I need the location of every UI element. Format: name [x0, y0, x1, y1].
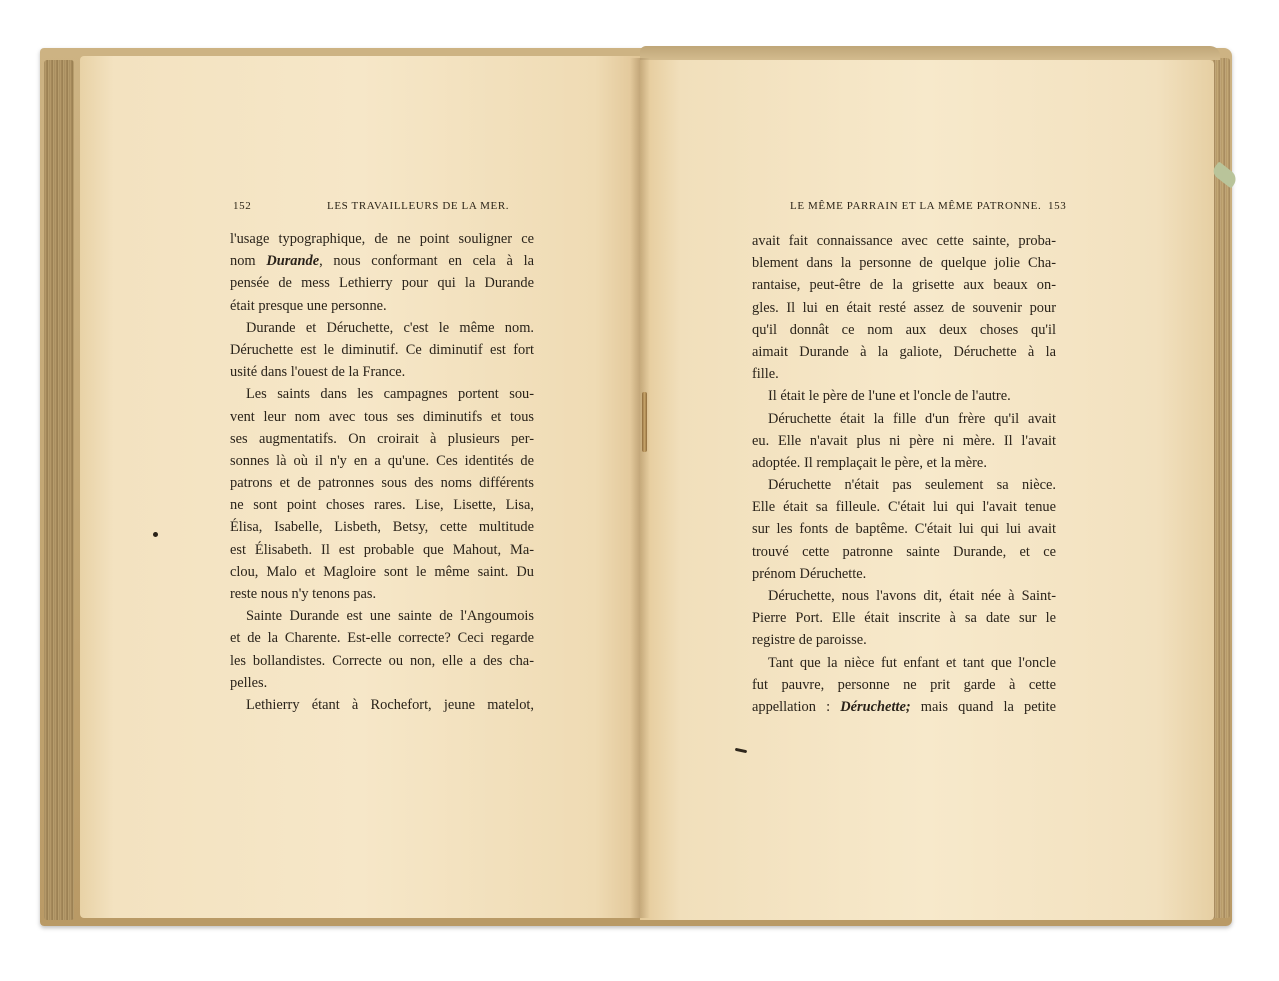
- text-line: [752, 341, 1056, 363]
- line-text: pensée de mess Lethierry pour qui la Durande: [230, 275, 534, 292]
- left-running-title: LES TRAVAILLEURS DE LA MER.: [327, 200, 510, 212]
- line-text: trouvé cette patronne sainte Durande, et ce: [752, 543, 1056, 560]
- text-line: [752, 518, 1056, 540]
- line-text: qu'il donnât ce nom aux deux choses qu'il: [752, 321, 1056, 338]
- line-text: fut pauvre, personne ne prit garde à cette: [752, 676, 1056, 693]
- line-text: appellation :: [752, 698, 841, 715]
- line-text: patrons et de patronnes sous des noms différents: [230, 475, 534, 492]
- line-text: Déruchette était la fille d'un frère qu'il avait: [768, 410, 1056, 427]
- text-line: [230, 494, 534, 516]
- text-line: [752, 474, 1056, 496]
- italic-word: Déruchette;: [840, 698, 911, 715]
- line-text: les bollandistes. Correcte ou non, elle a des cha-: [230, 652, 534, 669]
- left-page-number: 152: [233, 200, 252, 212]
- text-line: [230, 406, 534, 428]
- line-text: ne sont point choses rares. Lise, Lisette, Lisa,: [230, 497, 534, 514]
- text-line: [752, 674, 1056, 696]
- text-line: [752, 230, 1056, 252]
- text-line: [752, 629, 1056, 651]
- text-line: [230, 428, 534, 450]
- line-text: sur les fonts de baptême. C'était lui qui lui avait: [752, 521, 1056, 538]
- text-line: [230, 339, 534, 361]
- line-text: registre de paroisse.: [752, 632, 867, 649]
- right-running-title: LE MÊME PARRAIN ET LA MÊME PATRONNE.: [790, 200, 1042, 212]
- text-line: [230, 516, 534, 538]
- line-text: eu. Elle n'avait plus ni père ni mère. Il l'avait: [752, 432, 1056, 449]
- text-line: [752, 274, 1056, 296]
- text-line: [230, 272, 534, 294]
- right-page-text: [752, 230, 1056, 718]
- text-line: [752, 385, 1056, 407]
- text-line: [752, 430, 1056, 452]
- text-line: [230, 605, 534, 627]
- text-line: [230, 627, 534, 649]
- line-text: Elle était sa filleule. C'était lui qui l'avait tenue: [752, 499, 1056, 516]
- line-text: Tant que la nièce fut enfant et tant que l'oncle: [768, 654, 1056, 671]
- text-line: [752, 652, 1056, 674]
- text-line: [752, 541, 1056, 563]
- text-line: [230, 383, 534, 405]
- text-line: [230, 583, 534, 605]
- text-line: [752, 696, 1056, 718]
- line-text: Sainte Durande est une sainte de l'Angoumois: [246, 608, 534, 625]
- line-text: clou, Malo et Magloire sont le même saint. Du: [230, 563, 534, 580]
- line-text: Durande et Déruchette, c'est le même nom.: [246, 319, 534, 336]
- text-line: [752, 363, 1056, 385]
- text-line: [230, 361, 534, 383]
- text-line: [752, 252, 1056, 274]
- line-text: rantaise, peut-être de la grisette aux beaux on-: [752, 277, 1056, 294]
- line-text: usité dans l'ouest de la France.: [230, 364, 406, 381]
- line-text: Élisa, Isabelle, Lisbeth, Betsy, cette multitude: [230, 519, 534, 536]
- line-text: fille.: [752, 366, 779, 383]
- text-line: [752, 496, 1056, 518]
- line-text: Déruchette n'était pas seulement sa nièce.: [768, 477, 1056, 494]
- line-text: reste nous n'y tenons pas.: [230, 586, 377, 602]
- text-line: [230, 250, 534, 272]
- line-text: prénom Déruchette.: [752, 565, 867, 582]
- italic-word: Durande: [266, 253, 320, 270]
- text-line: [752, 319, 1056, 341]
- text-line: [752, 297, 1056, 319]
- line-text: avait fait connaissance avec cette sainte, proba-: [752, 233, 1056, 249]
- line-text-after: mais quand la petite: [910, 698, 1056, 715]
- line-text: Il était le père de l'une et l'oncle de l'autre.: [768, 388, 1011, 405]
- right-page-number: 153: [1048, 200, 1067, 212]
- text-line: [230, 450, 534, 472]
- line-text: l'usage typographique, de ne point souligner ce: [230, 231, 534, 247]
- line-text: sonnes là où il n'y en a qu'une. Ces identités de: [230, 452, 534, 469]
- line-text: et de la Charente. Est-elle correcte? Ceci regarde: [230, 630, 534, 647]
- ink-spot: [153, 532, 158, 537]
- text-line: [230, 317, 534, 339]
- line-text: nom: [230, 253, 267, 270]
- text-line: [230, 672, 534, 694]
- line-text: vent leur nom avec tous ses diminutifs et tous: [230, 408, 534, 425]
- binding-stitch: [642, 392, 647, 452]
- line-text: Déruchette est le diminutif. Ce diminutif est fort: [230, 341, 534, 358]
- line-text: est Élisabeth. Il est probable que Mahout, Ma-: [230, 541, 534, 558]
- line-text: Pierre Port. Elle était inscrite à sa date sur le: [752, 610, 1056, 627]
- text-line: [752, 452, 1056, 474]
- text-line: [230, 694, 534, 716]
- line-text: gles. Il lui en était resté assez de souvenir pour: [752, 299, 1056, 316]
- line-text: Lethierry étant à Rochefort, jeune matelot,: [246, 696, 534, 713]
- line-text: Les saints dans les campagnes portent sou-: [246, 386, 534, 403]
- top-page-edges: [640, 46, 1220, 60]
- text-line: [230, 539, 534, 561]
- text-line: [230, 228, 534, 250]
- line-text: était presque une personne.: [230, 297, 387, 314]
- text-line: [230, 295, 534, 317]
- line-text: adoptée. Il remplaçait le père, et la mère.: [752, 454, 987, 471]
- text-line: [752, 607, 1056, 629]
- text-line: [752, 563, 1056, 585]
- line-text: ses augmentatifs. On croirait à plusieurs per-: [230, 430, 534, 447]
- line-text: aimait Durande à la galiote, Déruchette à la: [752, 343, 1056, 360]
- line-text: blement dans la personne de quelque jolie Cha-: [752, 255, 1056, 272]
- book-gutter: [630, 58, 650, 918]
- text-line: [230, 472, 534, 494]
- line-text: pelles.: [230, 674, 268, 691]
- left-page-text: [230, 228, 534, 716]
- text-line: [230, 650, 534, 672]
- line-text-after: , nous conformant en cela à la: [319, 253, 535, 270]
- text-line: [752, 408, 1056, 430]
- text-line: [752, 585, 1056, 607]
- left-page-edges: [44, 60, 74, 920]
- line-text: Déruchette, nous l'avons dit, était née à Saint-: [768, 588, 1056, 604]
- text-line: [230, 561, 534, 583]
